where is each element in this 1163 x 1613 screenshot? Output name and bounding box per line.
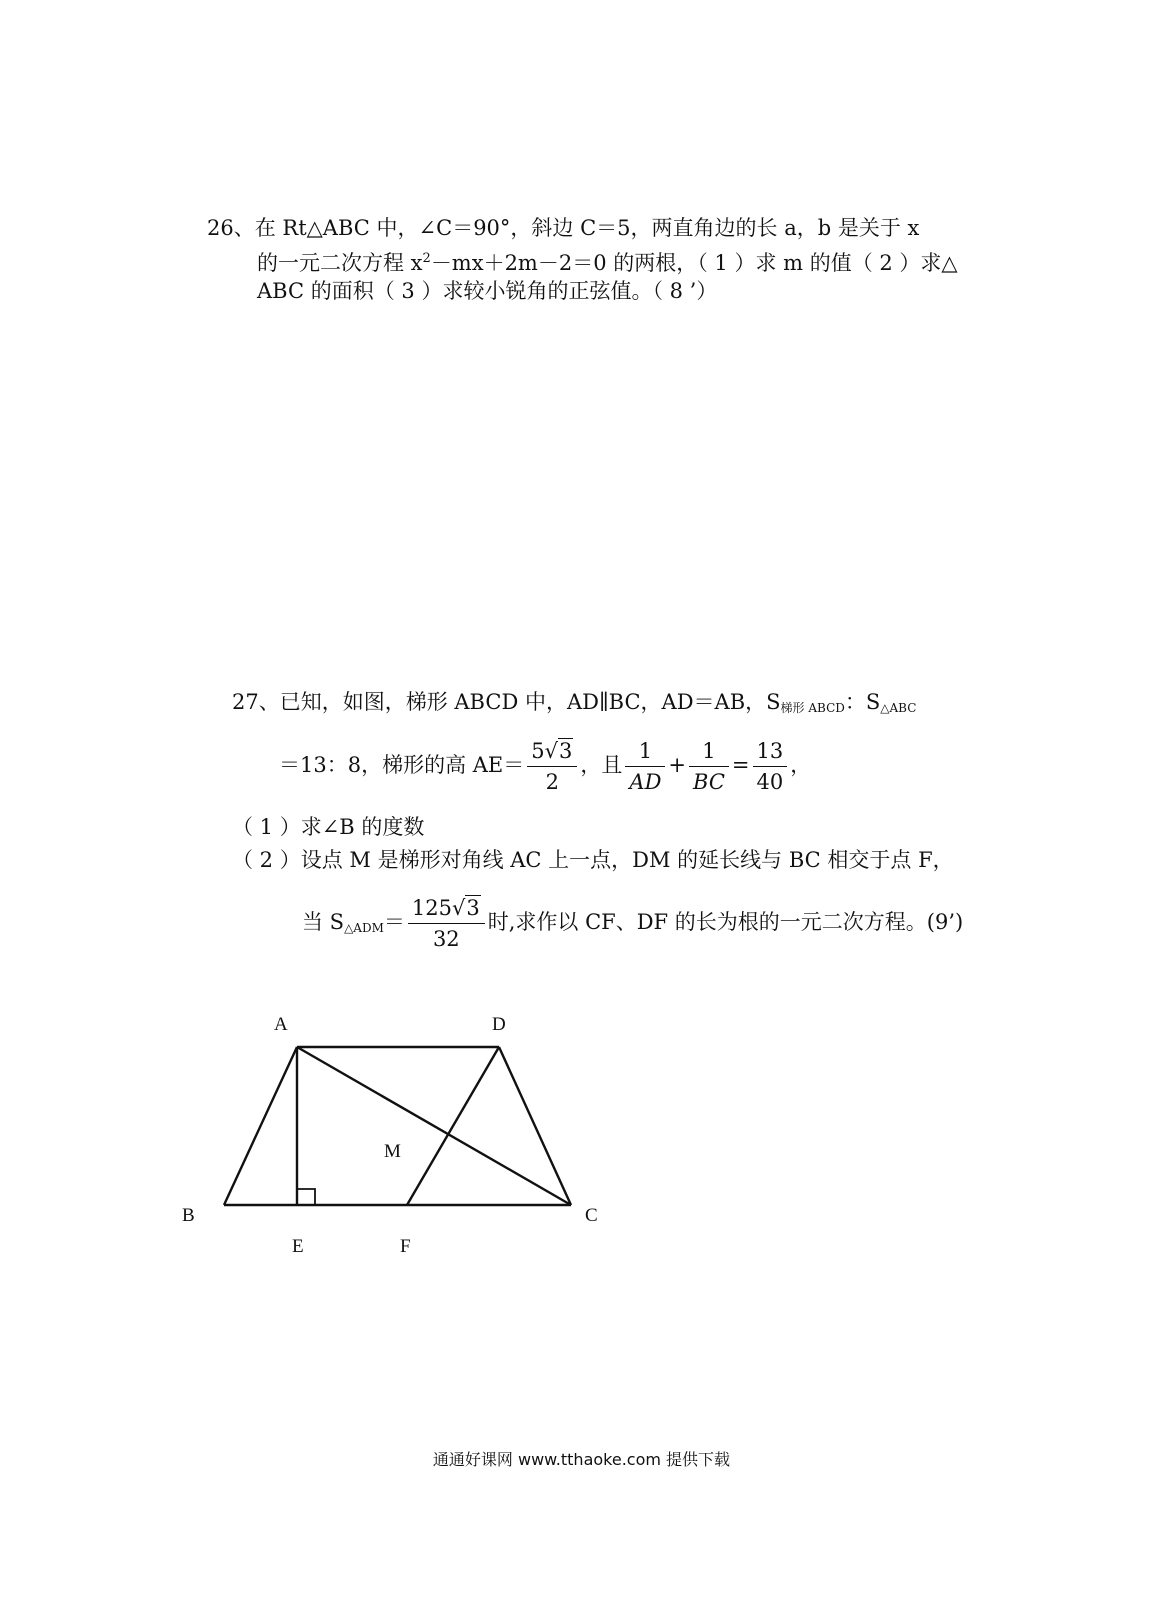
q26-line-3: ABC 的面积（ 3 ）求较小锐角的正弦值。（ 8 ’）: [257, 279, 718, 303]
q27-line-5: [302, 892, 963, 958]
q27-line-2-c: ，: [790, 753, 812, 777]
label-d: D: [492, 1014, 506, 1035]
q27-line-2: [279, 735, 811, 795]
q26-line-1: 26、在 Rt△ABC 中，∠C＝90°，斜边 C＝5，两直角边的长 a，b 是关于 x: [207, 216, 920, 240]
label-b: B: [182, 1205, 195, 1226]
equals-sign: =: [731, 753, 750, 777]
adm-fraction: $\frac{125√3}{32}$: [408, 895, 485, 952]
q27-line-2-a: ＝13：8，梯形的高 AE＝: [279, 753, 525, 777]
label-e: E: [292, 1236, 304, 1257]
adm-num-rad: 3: [466, 896, 480, 920]
f2-den: BC: [693, 770, 725, 794]
q27-line-5-a: 当 S: [302, 910, 345, 934]
label-f: F: [400, 1236, 411, 1257]
f2-num: 1: [689, 738, 729, 767]
f1-num: 1: [625, 738, 665, 767]
segment-ab: [224, 1047, 297, 1205]
fraction-1-over-bc: [689, 738, 729, 795]
q27-line-1: [232, 688, 916, 722]
label-c: C: [585, 1205, 598, 1226]
q27-part-2: （ 2 ）设点 M 是梯形对角线 AC 上一点，DM 的延长线与 BC 相交于点 F，: [232, 848, 954, 872]
q27-line-5-c: 时,求作以 CF、DF 的长为根的一元二次方程。(9’): [487, 910, 964, 934]
label-a: A: [274, 1014, 288, 1035]
ae-fraction: $\frac{5√3}{2}$: [527, 738, 577, 795]
adm-den: 32: [432, 927, 460, 951]
fraction-13-over-40: [753, 738, 788, 795]
trapezoid-diagram: [170, 1005, 630, 1265]
segment-ac: [297, 1047, 571, 1205]
q27-line-1-a: 27、已知，如图，梯形 ABCD 中，AD∥BC，AD＝AB，S: [232, 690, 781, 714]
q27-line-2-b: ，且: [580, 753, 623, 777]
footer: 通通好课网 www.tthaoke.com 提供下载: [432, 1450, 731, 1469]
fraction-1-over-ad: [625, 738, 665, 795]
ae-num-rad: 3: [559, 739, 573, 763]
label-m: M: [384, 1141, 401, 1162]
ae-num-coef: 5: [531, 739, 545, 763]
segment-dc: [499, 1047, 571, 1205]
segment-df: [407, 1047, 499, 1205]
q27-line-5-b: ＝: [383, 910, 405, 934]
q27-line-1-b: ：S: [844, 690, 881, 714]
q27-part-1: （ 1 ）求∠B 的度数: [232, 815, 425, 839]
q26-line-2: [257, 245, 958, 277]
adm-num-coef: 125: [411, 896, 452, 920]
q27-sub-adm: △ADM: [344, 921, 384, 935]
q26-line-2-b: －mx＋2m－2＝0 的两根，（ 1 ）求 m 的值（ 2 ）求△: [430, 251, 958, 275]
right-angle-mark: [297, 1189, 315, 1205]
q26-line-2-a: 的一元二次方程 x: [257, 251, 423, 275]
f3-den: 40: [756, 770, 784, 794]
q26-exponent: 2: [422, 251, 431, 266]
q27-sub-trapezoid: 梯形 ABCD: [780, 701, 845, 715]
f1-den: AD: [629, 770, 662, 794]
q27-sub-abc: △ABC: [880, 701, 917, 715]
ae-den: 2: [545, 770, 560, 794]
plus-sign: +: [668, 753, 687, 777]
f3-num: 13: [753, 738, 788, 767]
